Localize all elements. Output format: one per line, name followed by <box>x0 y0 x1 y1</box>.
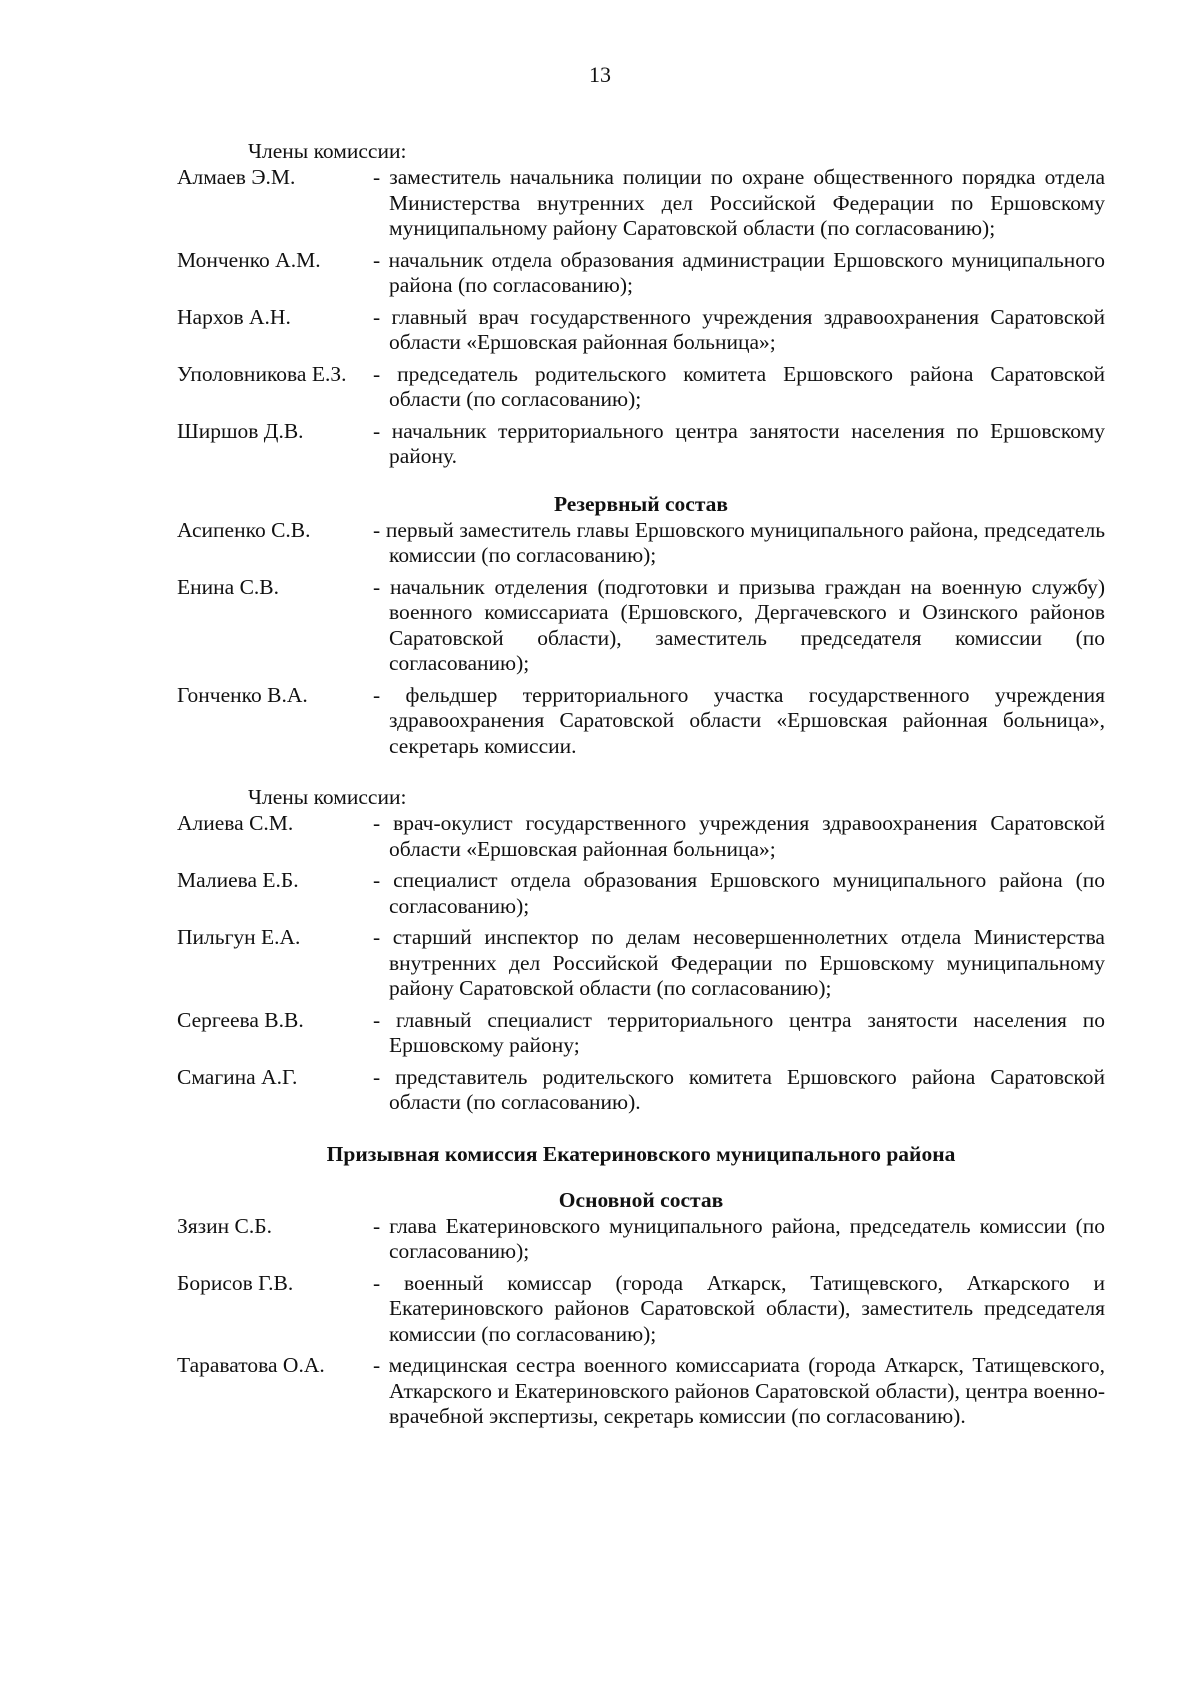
member-entry <box>177 165 1105 242</box>
member-entry <box>177 811 1105 862</box>
member-role: - специалист отдела образования Ершовского муниципального района (по согласованию); <box>373 868 1105 919</box>
member-role: - заместитель начальника полиции по охране общественного порядка отдела Министерства внутренних дел Российской Федерации по Ершовскому муниципальному району Саратовской области (по согласованию); <box>373 165 1105 242</box>
member-entry <box>177 419 1105 470</box>
member-entry <box>177 1271 1105 1348</box>
member-name: Алмаев Э.М. <box>177 165 296 189</box>
page-number: 13 <box>589 62 611 87</box>
member-role: - первый заместитель главы Ершовского муниципального района, председатель комиссии (по согласованию); <box>373 518 1105 569</box>
main-composition-title: Основной состав <box>558 1187 724 1212</box>
member-name: Сергеева В.В. <box>177 1007 304 1032</box>
member-role: - фельдшер территориального участка государственного учреждения здравоохранения Саратовской области «Ершовская районная больница», секретарь комиссии. <box>373 683 1105 760</box>
member-role: - военный комиссар (города Аткарск, Татищевского, Аткарского и Екатериновского районов Саратовской области), заместитель председателя комиссии (по согласованию); <box>373 1271 1105 1348</box>
member-role: - начальник территориального центра занятости населения по Ершовскому району. <box>373 419 1105 470</box>
member-entry <box>177 1008 1105 1059</box>
member-name: Монченко А.М. <box>177 247 321 272</box>
members-subheading: Члены комиссии: <box>248 139 407 163</box>
member-name: Нархов А.Н. <box>177 304 291 329</box>
member-name: Ширшов Д.В. <box>177 418 304 443</box>
document-body <box>177 139 1105 1436</box>
member-name: Пильгун Е.А. <box>177 925 301 949</box>
member-entry <box>177 248 1105 299</box>
member-name: Малиева Е.Б. <box>177 868 299 892</box>
member-role: - врач-окулист государственного учреждения здравоохранения Саратовской области «Ершовская районная больница»; <box>373 811 1105 862</box>
member-role: - главный врач государственного учреждения здравоохранения Саратовской области «Ершовская районная больница»; <box>373 305 1105 356</box>
member-name: Гонченко В.А. <box>177 682 308 707</box>
member-entry <box>177 925 1105 1002</box>
member-entry <box>177 1065 1105 1116</box>
member-role: - начальник отдела образования администрации Ершовского муниципального района (по согласованию); <box>373 248 1105 299</box>
member-role: - старший инспектор по делам несовершеннолетних отдела Министерства внутренних дел Российской Федерации по Ершовскому муниципальному району Саратовской области (по согласованию); <box>373 925 1105 1002</box>
member-entry <box>177 305 1105 356</box>
member-role: - медицинская сестра военного комиссариата (города Аткарск, Татищевского, Аткарского и Екатериновского районов Саратовской области), центра военно-врачебной экспертизы, секретарь комиссии (по согласованию). <box>373 1353 1105 1430</box>
members-subheading: Члены комиссии: <box>248 785 407 809</box>
reserve-section-title: Резервный состав <box>553 491 729 516</box>
member-name: Алиева С.М. <box>177 811 294 835</box>
member-entry <box>177 575 1105 677</box>
member-name: Тараватова О.А. <box>177 1353 325 1377</box>
member-name: Енина С.В. <box>177 574 279 599</box>
member-entry <box>177 683 1105 760</box>
member-entry <box>177 518 1105 569</box>
member-entry <box>177 1353 1105 1430</box>
member-name: Смагина А.Г. <box>177 1064 298 1089</box>
member-name: Зязин С.Б. <box>177 1213 272 1238</box>
member-role: - глава Екатериновского муниципального района, председатель комиссии (по согласованию); <box>373 1214 1105 1265</box>
commission-title: Призывная комиссия Екатериновского муниципального района <box>326 1141 956 1166</box>
member-entry <box>177 1214 1105 1265</box>
member-name: Уполовникова Е.З. <box>177 361 347 386</box>
member-role: - председатель родительского комитета Ершовского района Саратовской области (по согласованию); <box>373 362 1105 413</box>
member-role: - главный специалист территориального центра занятости населения по Ершовскому району; <box>373 1008 1105 1059</box>
member-name: Борисов Г.В. <box>177 1270 294 1295</box>
member-role: - представитель родительского комитета Ершовского района Саратовской области (по согласованию). <box>373 1065 1105 1116</box>
member-entry <box>177 362 1105 413</box>
member-entry <box>177 868 1105 919</box>
member-role: - начальник отделения (подготовки и призыва граждан на военную службу) военного комиссариата (Ершовского, Дергачевского и Озинского районов Саратовской области), заместитель председателя комиссии (по согласованию); <box>373 575 1105 677</box>
member-name: Асипенко С.В. <box>177 517 311 542</box>
